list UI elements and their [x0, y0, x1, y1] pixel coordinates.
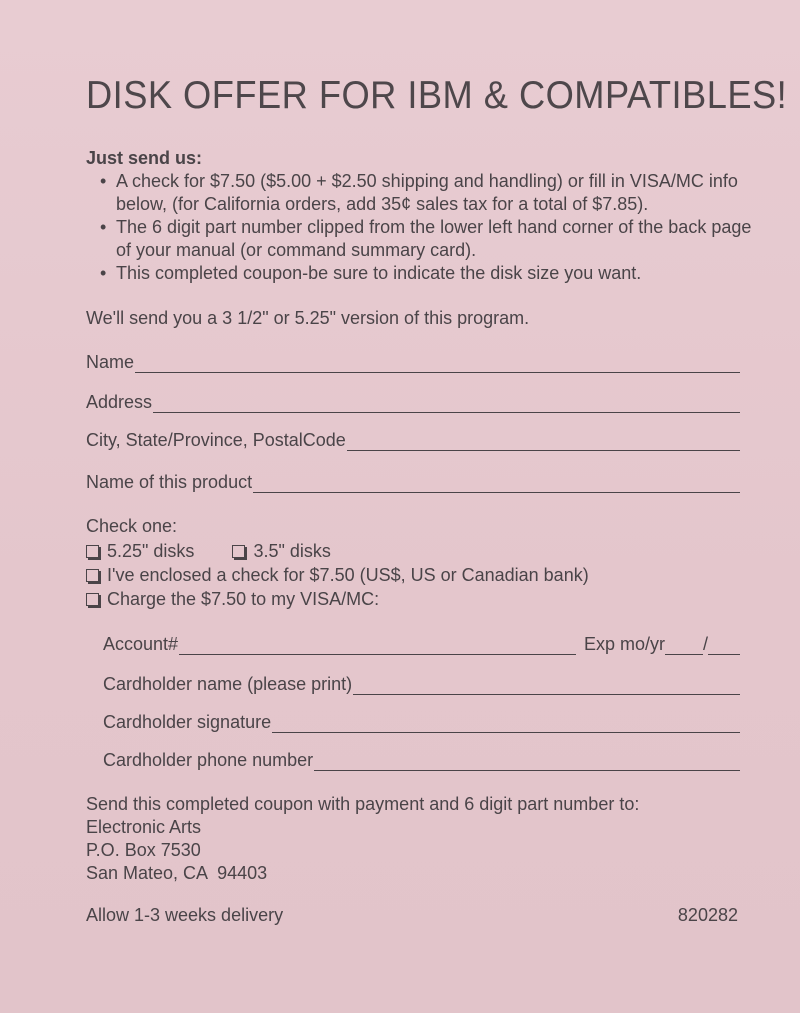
mail-company: Electronic Arts — [86, 817, 202, 837]
account-input-line[interactable] — [179, 636, 576, 655]
phone-label: Cardholder phone number — [103, 750, 314, 770]
cardholder-name-label: Cardholder name (please print) — [103, 674, 353, 694]
exp-month-line[interactable] — [665, 636, 703, 655]
exp-year-line[interactable] — [708, 636, 740, 655]
charge-card-label: Charge the $7.50 to my VISA/MC: — [107, 589, 380, 609]
disk-525-checkbox[interactable] — [86, 545, 99, 558]
charge-card-row — [86, 589, 379, 610]
disk-35-label: 3.5" disks — [253, 541, 331, 561]
intro-heading: Just send us: — [86, 148, 203, 168]
city-label: City, State/Province, PostalCode — [86, 430, 346, 450]
disk-35-checkbox[interactable] — [232, 545, 245, 558]
mail-city: San Mateo, CA 94403 — [86, 863, 268, 883]
product-label: Name of this product — [86, 472, 253, 492]
part-number: 820282 — [677, 905, 738, 925]
list-item-text: The 6 digit part number clipped from the lower left hand corner of the back page of your manual (or command summary card). — [116, 217, 752, 260]
signature-label: Cardholder signature — [103, 712, 272, 732]
list-item-text: A check for $7.50 ($5.00 + $2.50 shipping and handling) or fill in VISA/MC info below, (for California orders, add 35¢ sales tax for a total of $7.85). — [116, 171, 738, 214]
exp-label: Exp mo/yr — [583, 634, 665, 654]
mail-instruction: Send this completed coupon with payment and 6 digit part number to: — [86, 794, 640, 814]
check-enclosed-checkbox[interactable] — [86, 569, 99, 582]
version-note: We'll send you a 3 1/2" or 5.25" version of this program. — [86, 308, 530, 328]
check-enclosed-row — [86, 565, 589, 586]
page-title: DISK OFFER FOR IBM & COMPATIBLES! — [86, 74, 788, 117]
list-item: • The 6 digit part number clipped from the lower left hand corner of the back page of your manual (or command summary card). — [100, 217, 752, 260]
signature-input-line[interactable] — [272, 714, 740, 733]
list-item: • This completed coupon-be sure to indicate the disk size you want. — [100, 263, 642, 283]
signature-field[interactable] — [103, 712, 740, 733]
city-field[interactable] — [86, 430, 740, 451]
disk-525-label: 5.25" disks — [107, 541, 195, 561]
phone-input-line[interactable] — [314, 752, 740, 771]
requirements-list — [100, 170, 760, 285]
account-label: Account# — [103, 634, 179, 654]
cardholder-name-field[interactable] — [103, 674, 740, 695]
list-item: • A check for $7.50 ($5.00 + $2.50 shipping and handling) or fill in VISA/MC info below, (for California orders, add 35¢ sales tax for a total of $7.85). — [100, 171, 738, 214]
product-input-line[interactable] — [253, 474, 740, 493]
mail-po-box: P.O. Box 7530 — [86, 840, 201, 860]
city-input-line[interactable] — [347, 432, 740, 451]
cardholder-name-input-line[interactable] — [353, 676, 740, 695]
phone-field[interactable] — [103, 750, 740, 771]
address-input-line[interactable] — [153, 394, 740, 413]
check-enclosed-label: I've enclosed a check for $7.50 (US$, US or Canadian bank) — [107, 565, 589, 585]
list-item-text: This completed coupon-be sure to indicate the disk size you want. — [116, 263, 642, 283]
product-field[interactable] — [86, 472, 740, 493]
name-input-line[interactable] — [135, 354, 740, 373]
account-field[interactable] — [103, 634, 740, 655]
delivery-note: Allow 1-3 weeks delivery — [86, 905, 284, 925]
address-label: Address — [86, 392, 153, 412]
name-field[interactable] — [86, 352, 740, 373]
address-field[interactable] — [86, 392, 740, 413]
charge-card-checkbox[interactable] — [86, 593, 99, 606]
disk-size-row — [86, 541, 331, 562]
exp-separator: / — [702, 634, 708, 654]
name-label: Name — [86, 352, 135, 372]
check-one-title: Check one: — [86, 516, 178, 536]
